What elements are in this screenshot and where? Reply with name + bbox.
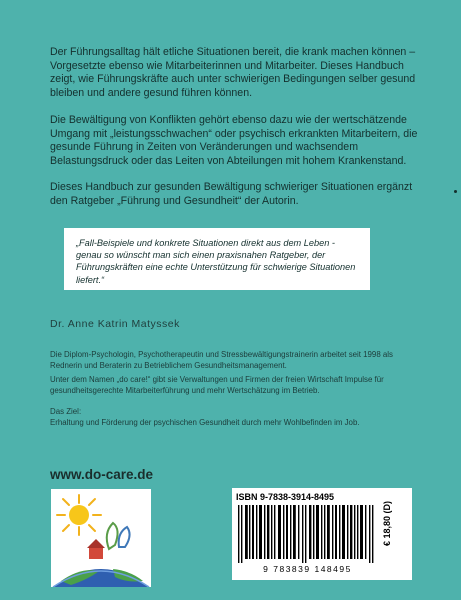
author-bio-2: Unter dem Namen „do care!“ gibt sie Verwaltungen und Firmen der freien Wirtschaft Impulse für gesundheitsgerechte Mitarbeiterführung und mehr Wertschätzung im Betrieb. — [50, 375, 384, 395]
blurb-paragraph-1: Der Führungsalltag hält etliche Situationen bereit, die krank machen können – Vorgesetzte ebenso wie Mitarbeiterinnen und Mitarbeiter. Dieses Handbuch zeigt, wie Führungskräfte auch unter schwierigen Bedingungen selber gesund bleiben und andere gesund führen können. — [50, 46, 416, 99]
price-label: € 18,80 (D) — [382, 500, 392, 546]
edge-mark — [454, 190, 457, 193]
testimonial-quote: „Fall-Beispiele und konkrete Situationen direkt aus dem Leben - genau so wünscht man sich einen praxisnahen Ratgeber, der Führungskräften eine echte Unterstützung für schwierige Situationen liefert.“ — [76, 238, 356, 285]
barcode-icon — [236, 505, 379, 563]
blurb-paragraph-2: Die Bewältigung von Konflikten gehört ebenso dazu wie der wertschätzende Umgang mit „leistungsschwachen“ oder psychisch erkrankten Mitarbeitern, die gesunde Führung in Zeiten von Veränderungen und wachsendem Belastungsdruck oder das Leiten von Abteilungen mit hohem Krankenstand. — [50, 114, 418, 167]
author-bio-goal: Erhaltung und Förderung der psychischen Gesundheit durch mehr Wohlbefinden im Job. — [50, 418, 360, 427]
barcode-digits: 9 783839 148495 — [263, 564, 352, 574]
website-link[interactable]: www.do-care.de — [50, 467, 154, 482]
author-name: Dr. Anne Katrin Matyssek — [50, 318, 180, 330]
barcode-panel — [232, 488, 412, 580]
do-care-logo — [51, 489, 151, 587]
author-bio-1: Die Diplom-Psychologin, Psychotherapeutin und Stressbewältigungstrainerin arbeitet seit 1998 als Rednerin und Beraterin zu Betrieblichem Gesundheitsmanagement. — [50, 350, 393, 370]
sun-globe-logo-icon — [51, 489, 151, 587]
author-bio-goal-label: Das Ziel: — [50, 407, 82, 416]
testimonial-box — [64, 228, 370, 290]
isbn-number: ISBN 9-7838-3914-8495 — [236, 492, 335, 502]
blurb-paragraph-3: Dieses Handbuch zur gesunden Bewältigung schwieriger Situationen ergänzt den Ratgeber „Führung und Gesundheit“ der Autorin. — [50, 181, 413, 207]
